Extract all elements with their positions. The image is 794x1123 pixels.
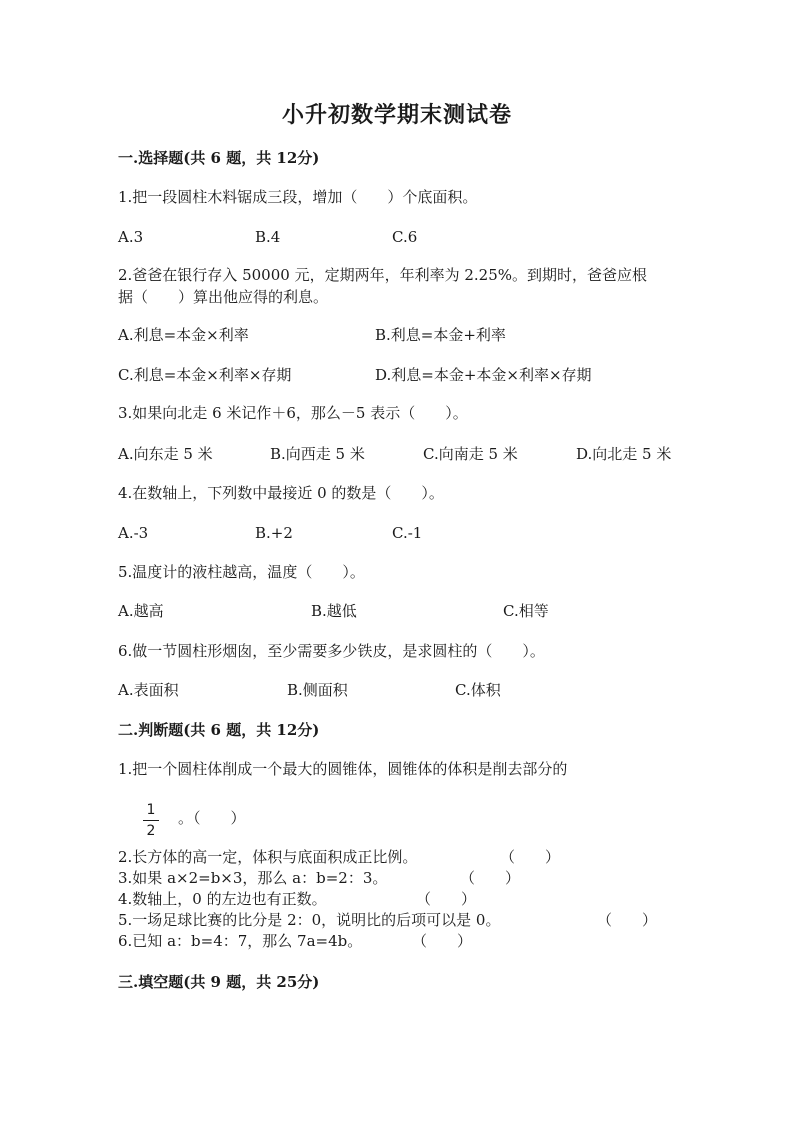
choice-6-option-a: A.表面积 [118,681,179,699]
section-heading-fill: 三.填空题(共 9 题，共 25分) [118,973,320,991]
choice-question-5: 5.温度计的液柱越高，温度（ ）。 [118,563,365,581]
choice-5-option-b: B.越低 [311,602,357,620]
choice-question-2-line1: 2.爸爸在银行存入 50000 元，定期两年，年利率为 2.25%。到期时，爸爸应根 [118,266,647,284]
judge-answer-blank-3: （ ） [460,869,521,887]
choice-6-option-c: C.体积 [455,681,501,699]
judge-question-6: 6.已知 a：b=4：7，那么 7a=4b。 [118,932,363,950]
choice-5-option-a: A.越高 [118,602,164,620]
judge-question-3: 3.如果 a×2=b×3，那么 a：b=2：3。 [118,869,388,887]
choice-6-option-b: B.侧面积 [287,681,348,699]
judge-answer-blank-6: （ ） [412,932,473,950]
choice-2-option-b: B.利息=本金+利率 [375,326,506,344]
choice-4-option-a: A.-3 [118,524,149,542]
judge-answer-blank-5: （ ） [597,911,658,929]
choice-question-6: 6.做一节圆柱形烟囱，至少需要多少铁皮，是求圆柱的（ ）。 [118,642,545,660]
judge-answer-blank-2: （ ） [500,848,561,866]
judge-question-4: 4.数轴上，0 的左边也有正数。 [118,890,327,908]
judge-question-1: 1.把一个圆柱体削成一个最大的圆锥体，圆锥体的体积是削去部分的 [118,760,568,778]
choice-question-2-line2: 据（ ）算出他应得的利息。 [118,288,329,306]
section-heading-choice: 一.选择题(共 6 题，共 12分) [118,149,320,167]
choice-1-option-b: B.4 [255,228,281,246]
choice-question-1: 1.把一段圆柱木料锯成三段，增加（ ）个底面积。 [118,188,478,206]
judge-question-5: 5.一场足球比赛的比分是 2：0，说明比的后项可以是 0。 [118,911,501,929]
judge-answer-blank-4: （ ） [416,890,477,908]
choice-3-option-b: B.向西走 5 米 [270,445,365,463]
fraction-bar [143,820,159,821]
choice-3-option-a: A.向东走 5 米 [118,445,213,463]
choice-3-option-d: D.向北走 5 米 [576,445,672,463]
choice-2-option-c: C.利息=本金×利率×存期 [118,366,292,384]
choice-5-option-c: C.相等 [503,602,549,620]
exam-title: 小升初数学期末测试卷 [281,102,512,128]
choice-3-option-c: C.向南走 5 米 [423,445,518,463]
judge-question-1-tail: 。（ ） [178,809,246,827]
choice-2-option-a: A.利息=本金×利率 [118,326,249,344]
fraction-numerator: 1 [146,802,156,818]
choice-2-option-d: D.利息=本金+本金×利率×存期 [375,366,592,384]
choice-4-option-b: B.+2 [255,524,293,542]
fraction-denominator: 2 [146,823,156,839]
choice-4-option-c: C.-1 [392,524,423,542]
choice-question-4: 4.在数轴上，下列数中最接近 0 的数是（ ）。 [118,484,444,502]
choice-1-option-a: A.3 [118,228,144,246]
section-heading-judge: 二.判断题(共 6 题，共 12分) [118,721,320,739]
fraction-one-half [142,802,160,839]
choice-question-3: 3.如果向北走 6 米记作＋6，那么－5 表示（ ）。 [118,404,468,422]
choice-1-option-c: C.6 [392,228,418,246]
judge-question-2: 2.长方体的高一定，体积与底面积成正比例。 [118,848,418,866]
